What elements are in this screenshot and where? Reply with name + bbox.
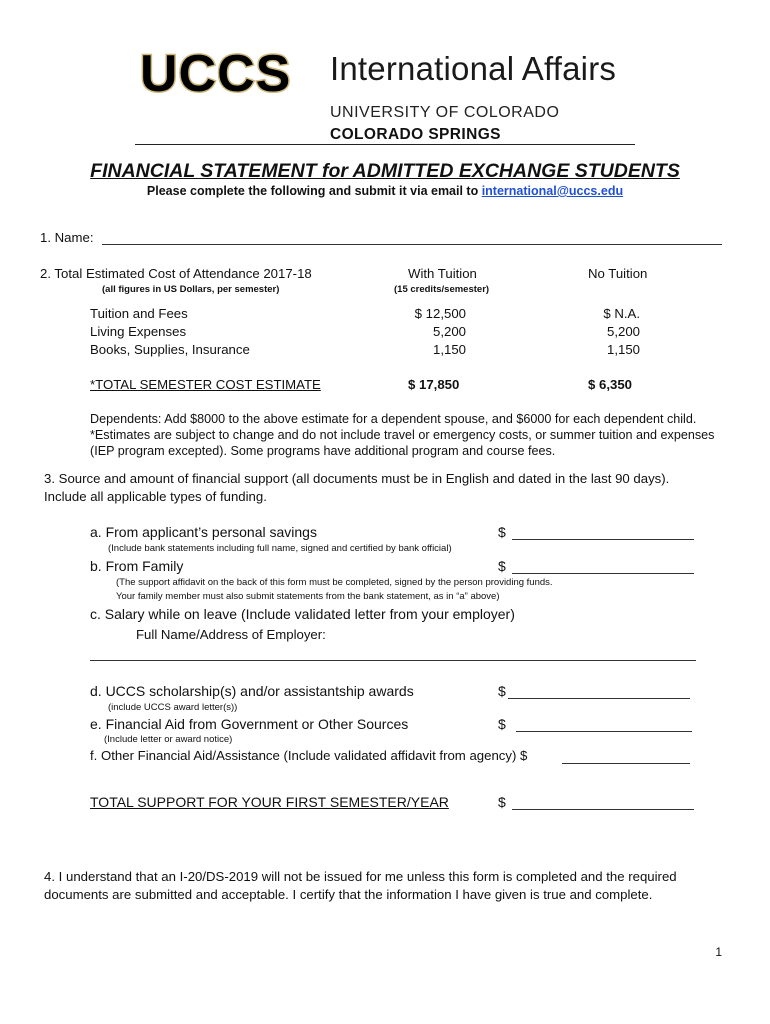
brand-title: International Affairs [330, 50, 617, 87]
note-line: Dependents: Add $8000 to the above estimate for a dependent spouse, and $6000 for each dependent child. [90, 412, 697, 426]
scholarship-field[interactable] [508, 698, 690, 699]
total-without-value: $ 6,350 [588, 377, 632, 392]
family-note-1: (The support affidavit on the back of this form must be completed, signed by the person providing funds. [116, 577, 553, 588]
campus-name: COLORADO SPRINGS [330, 126, 501, 143]
instructions [0, 184, 770, 198]
svg-text:UCCS: UCCS [140, 46, 292, 98]
row-label: Tuition and Fees [90, 306, 188, 321]
financial-aid-note: (Include letter or award notice) [104, 734, 233, 745]
total-cost-label: *TOTAL SEMESTER COST ESTIMATE [90, 377, 321, 392]
scholarship-label: d. UCCS scholarship(s) and/or assistantship awards [90, 683, 414, 699]
savings-note: (Include bank statements including full name, signed and certified by bank official) [108, 543, 452, 554]
name-field[interactable] [102, 244, 722, 245]
header-divider [135, 144, 635, 145]
total-with-value: $ 17,850 [408, 377, 460, 392]
employer-field[interactable] [90, 660, 696, 661]
row-with-value: 1,150 [432, 342, 466, 357]
family-label: b. From Family [90, 558, 184, 574]
support-intro-2: Include all applicable types of funding. [44, 489, 267, 504]
row-without-value: 5,200 [606, 324, 640, 339]
row-label: Books, Supplies, Insurance [90, 342, 250, 357]
certification-line-1: 4. I understand that an I-20/DS-2019 will not be issued for me unless this form is completed and the required [44, 869, 677, 884]
uccs-logo [136, 46, 310, 98]
note-line: *Estimates are subject to change and do not include travel or emergency costs, or summer tuition and expenses [90, 428, 715, 442]
other-aid-field[interactable] [562, 763, 690, 764]
row-with-value: 5,200 [432, 324, 466, 339]
col-with-note: (15 credits/semester) [394, 284, 490, 295]
row-without-value: $ N.A. [603, 306, 640, 321]
col-no-tuition: No Tuition [588, 266, 648, 281]
employer-label: Full Name/Address of Employer: [136, 627, 326, 642]
family-note-2: Your family member must also submit statements from the bank statement, as in “a” above) [116, 591, 500, 602]
col-with-tuition: With Tuition [408, 266, 477, 281]
row-without-value: 1,150 [606, 342, 640, 357]
name-label: 1. Name: [40, 230, 94, 245]
savings-field[interactable] [512, 539, 694, 540]
currency-sign: $ [498, 683, 506, 699]
instructions-text: Please complete the following and submit it via email to [146, 184, 482, 198]
university-name: UNIVERSITY OF COLORADO [330, 104, 560, 121]
certification-line-2: documents are submitted and acceptable. I certify that the information I have given is true and complete. [44, 887, 653, 902]
salary-label: c. Salary while on leave (Include validated letter from your employer) [90, 606, 515, 622]
total-support-field[interactable] [512, 809, 694, 810]
financial-aid-field[interactable] [516, 731, 692, 732]
page-number: 1 [715, 945, 722, 959]
currency-sign: $ [498, 524, 506, 540]
currency-sign: $ [498, 558, 506, 574]
cost-note: (all figures in US Dollars, per semester) [102, 284, 280, 295]
row-with-value: $ 12,500 [414, 306, 466, 321]
total-support-label: TOTAL SUPPORT FOR YOUR FIRST SEMESTER/YEAR [90, 794, 449, 810]
support-intro: 3. Source and amount of financial support (all documents must be in English and dated in the last 90 days). [44, 471, 670, 486]
document-title: FINANCIAL STATEMENT for ADMITTED EXCHANGE STUDENTS [90, 160, 680, 182]
financial-aid-label: e. Financial Aid from Government or Other Sources [90, 716, 409, 732]
email-link[interactable]: international@uccs.edu [481, 184, 624, 198]
row-label: Living Expenses [90, 324, 187, 339]
other-aid-label: f. Other Financial Aid/Assistance (Include validated affidavit from agency) $ [90, 748, 528, 763]
note-line: (IEP program excepted). Some programs have additional program and course fees. [90, 444, 556, 458]
currency-sign: $ [498, 716, 506, 732]
scholarship-note: (include UCCS award letter(s)) [108, 702, 238, 713]
family-field[interactable] [512, 573, 694, 574]
cost-heading: 2. Total Estimated Cost of Attendance 2017-18 [40, 266, 312, 281]
savings-label: a. From applicant’s personal savings [90, 524, 317, 540]
currency-sign: $ [498, 794, 506, 810]
